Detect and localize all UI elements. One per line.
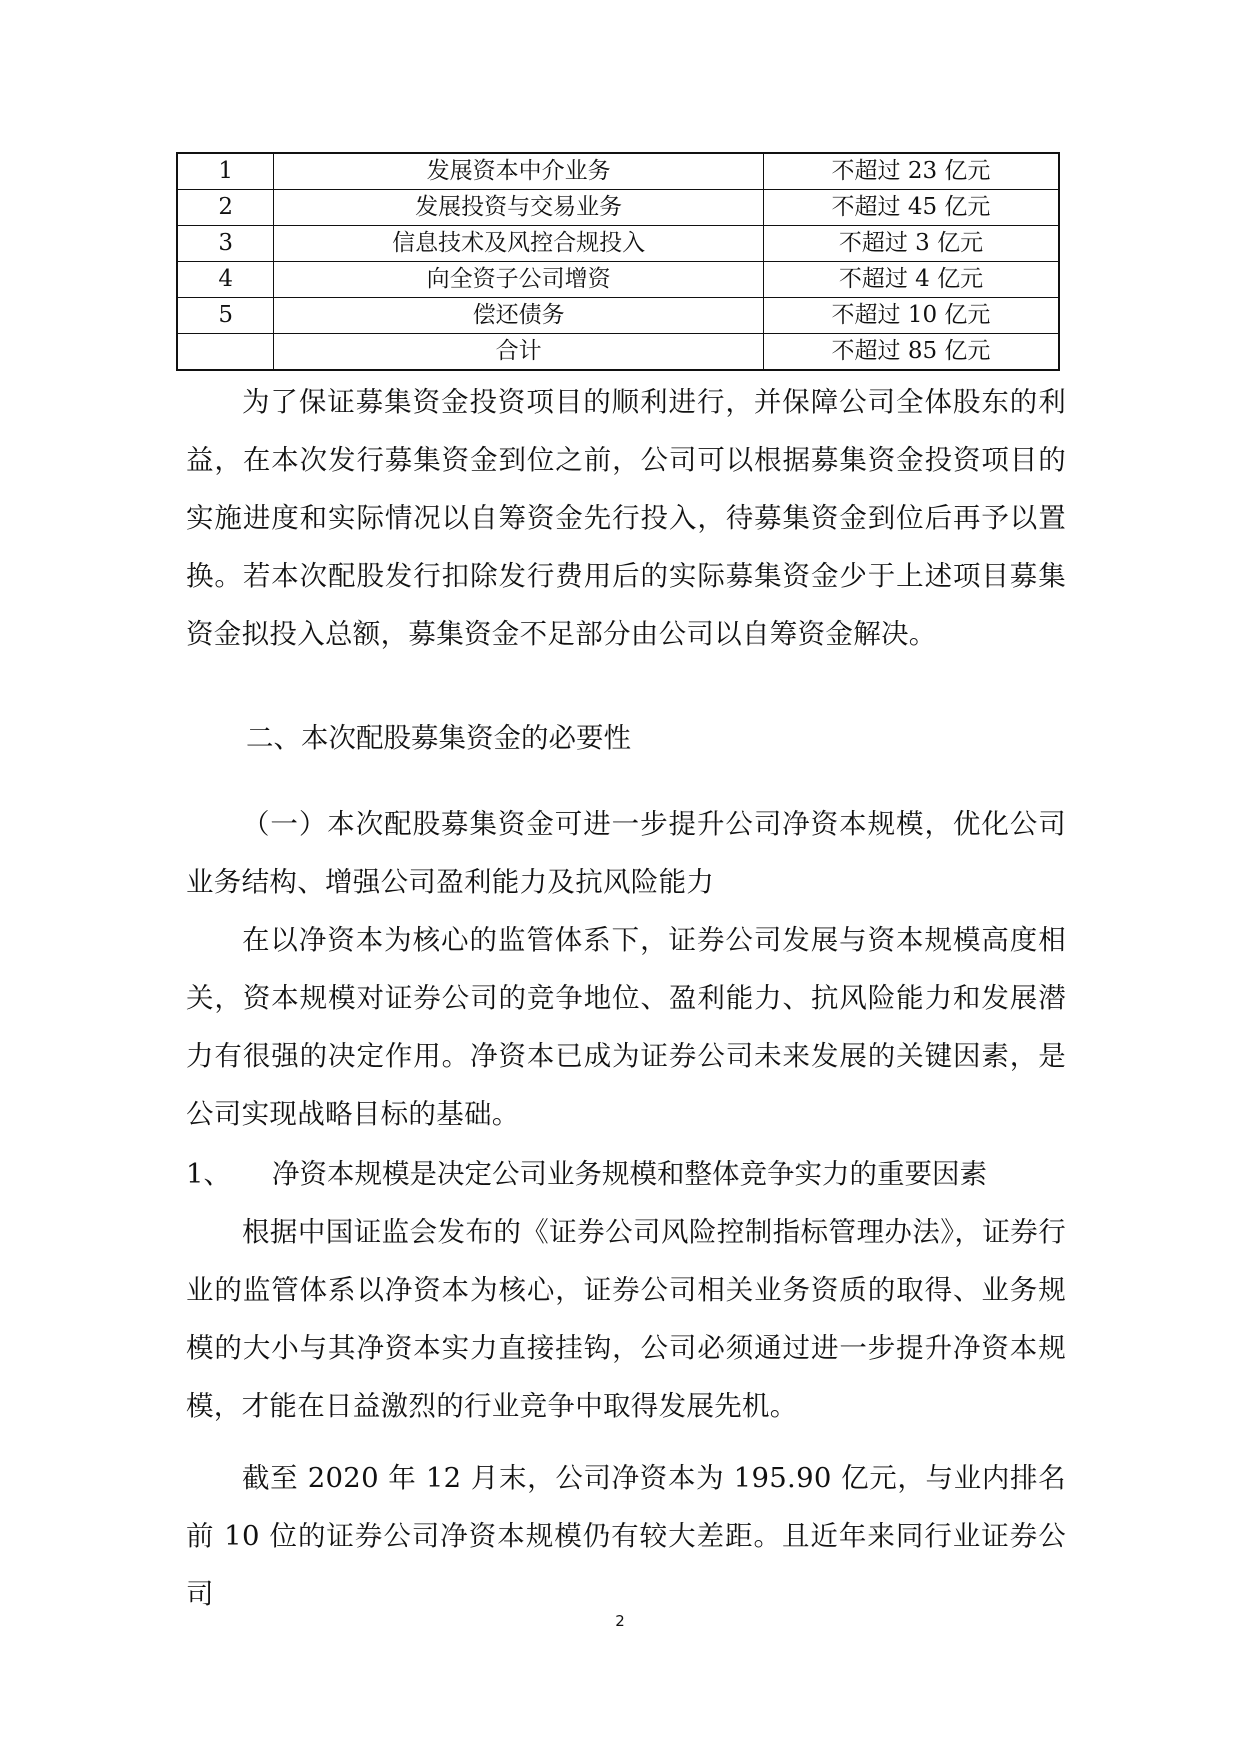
row-amount: 不超过 10 亿元 [763,298,1059,334]
row-item: 信息技术及风控合规投入 [274,226,764,262]
table-row [177,298,1059,334]
subsection-heading-1: （一）本次配股募集资金可进一步提升公司净资本规模，优化公司业务结构、增强公司盈利能力及抗风险能力 [186,808,1066,898]
item-text: 净资本规模是决定公司业务规模和整体竞争实力的重要因素 [272,1158,987,1190]
paragraph-regulation: 根据中国证监会发布的《证券公司风险控制指标管理办法》，证券行业的监管体系以净资本为核心，证券公司相关业务资质的取得、业务规模的大小与其净资本实力直接挂钩，公司必须通过进一步提升净资本规模，才能在日益激烈的行业竞争中取得发展先机。 [186,1216,1066,1422]
row-item: 发展资本中介业务 [274,153,764,190]
row-amount: 不超过 4 亿元 [763,262,1059,298]
row-number [177,334,274,371]
row-number: 5 [177,298,274,334]
row-item: 发展投资与交易业务 [274,190,764,226]
paragraph-fund-usage: 为了保证募集资金投资项目的顺利进行，并保障公司全体股东的利益，在本次发行募集资金到位之前，公司可以根据募集资金投资项目的实施进度和实际情况以自筹资金先行投入，待募集资金到位后再予以置换。若本次配股发行扣除发行费用后的实际募集资金少于上述项目募集资金拟投入总额，募集资金不足部分由公司以自筹资金解决。 [186,386,1066,650]
table-row [177,226,1059,262]
paragraph-net-capital: 在以净资本为核心的监管体系下，证券公司发展与资本规模高度相关，资本规模对证券公司的竞争地位、盈利能力、抗风险能力和发展潜力有很强的决定作用。净资本已成为证券公司未来发展的关键因素，是公司实现战略目标的基础。 [186,924,1066,1130]
table-row [177,262,1059,298]
section-heading-necessity: 二、本次配股募集资金的必要性 [246,722,631,754]
table-row [177,153,1059,190]
row-number: 4 [177,262,274,298]
row-number: 2 [177,190,274,226]
row-item: 向全资子公司增资 [274,262,764,298]
numbered-item-1 [186,1145,1066,1203]
row-amount: 不超过 23 亿元 [763,153,1059,190]
page-number: 2 [615,1612,625,1630]
row-amount: 不超过 45 亿元 [763,190,1059,226]
row-amount: 不超过 3 亿元 [763,226,1059,262]
paragraph-net-capital-2020: 截至 2020 年 12 月末，公司净资本为 195.90 亿元，与业内排名前 10 位的证券公司净资本规模仍有较大差距。且近年来同行业证券公司 [186,1462,1066,1610]
row-number: 3 [177,226,274,262]
fund-allocation-table [176,152,1060,371]
row-number: 1 [177,153,274,190]
item-number: 1、 [186,1158,231,1190]
table-total-row [177,334,1059,371]
row-amount: 不超过 85 亿元 [763,334,1059,371]
row-item: 合计 [274,334,764,371]
table-row [177,190,1059,226]
row-item: 偿还债务 [274,298,764,334]
